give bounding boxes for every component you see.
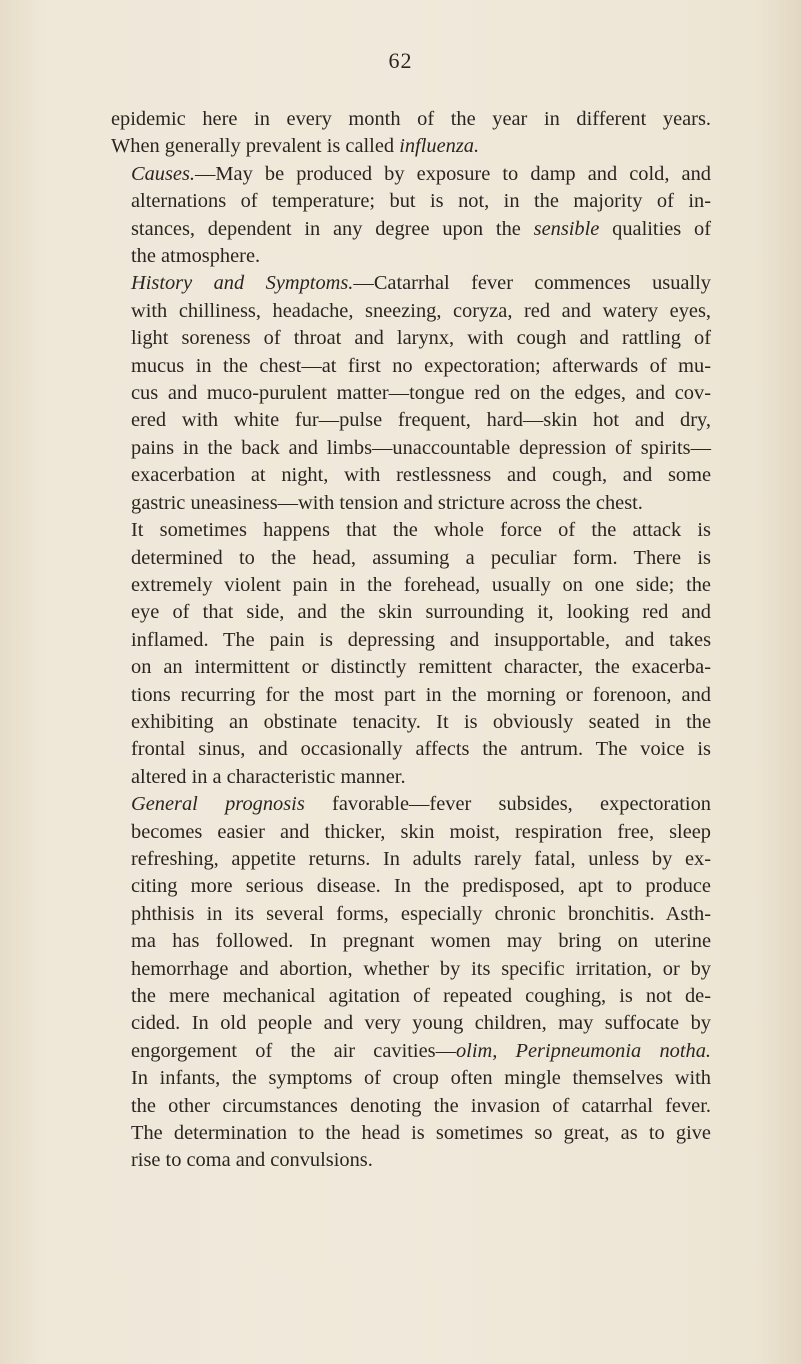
- text-line: light soreness of throat and larynx, with cough and rattling of: [131, 327, 711, 350]
- text-line: In infants, the symptoms of croup often mingle themselves with: [131, 1067, 711, 1090]
- paragraph-prognosis: [111, 791, 711, 1175]
- page-number: 62: [388, 48, 413, 73]
- text-line: The determination to the head is sometimes so great, as to give: [131, 1122, 711, 1145]
- text-line: hemorrhage and abortion, whether by its specific irritation, or by: [131, 957, 711, 980]
- text-line: the other circumstances denoting the invasion of catarrhal fever.: [131, 1094, 711, 1117]
- body-text: [111, 106, 711, 1175]
- italic-term: sensible: [533, 217, 600, 240]
- text-line: When generally prevalent is called influenza.: [111, 135, 480, 158]
- text-line: cided. In old people and very young children, may suffocate by: [131, 1012, 711, 1035]
- text-line: on an intermittent or distinctly remittent character, the exacerba-: [131, 656, 711, 679]
- text-line: epidemic here in every month of the year in different years.: [111, 108, 711, 130]
- section-heading-causes: Causes.: [131, 162, 196, 185]
- paragraph-head-form: [111, 517, 711, 791]
- italic-term: olim, Peripneumonia notha.: [455, 1039, 711, 1062]
- text-line: frontal sinus, and occasionally affects the antrum. The voice is: [131, 738, 711, 761]
- paragraph-causes: [111, 161, 711, 271]
- text-line: alternations of temperature; but is not, in the majority of in-: [131, 190, 711, 213]
- section-heading-history: History and Symptoms.: [131, 272, 354, 295]
- text-line: ma has followed. In pregnant women may bring on uterine: [131, 930, 711, 953]
- text-line: citing more serious disease. In the predisposed, apt to produce: [131, 875, 711, 898]
- text-line: rise to coma and convulsions.: [131, 1149, 373, 1172]
- paragraph-history-symptoms: [111, 270, 711, 517]
- text-line: refreshing, appetite returns. In adults rarely fatal, unless by ex-: [131, 847, 711, 870]
- text-line: History and Symptoms.—Catarrhal fever commences usually: [131, 272, 711, 295]
- text-line: exacerbation at night, with restlessness and cough, and some: [131, 464, 711, 487]
- italic-term: influenza.: [399, 135, 480, 158]
- text-line: determined to the head, assuming a peculiar form. There is: [131, 546, 711, 569]
- text-line: the mere mechanical agitation of repeated coughing, is not de-: [131, 985, 711, 1007]
- text-line: tions recurring for the most part in the morning or forenoon, and: [131, 683, 711, 706]
- text-line: becomes easier and thicker, skin moist, respiration free, sleep: [131, 820, 711, 843]
- text-line: extremely violent pain in the forehead, usually on one side; the: [131, 573, 711, 596]
- paragraph-epidemic: [111, 106, 711, 161]
- text-line: engorgement of the air cavities—olim, Peripneumonia notha.: [131, 1039, 711, 1062]
- text-line: mucus in the chest—at first no expectoration; afterwards of mu-: [131, 354, 711, 377]
- text-line: altered in a characteristic manner.: [131, 765, 406, 788]
- section-heading-prognosis: General prognosis: [131, 793, 305, 816]
- text-line: ered with white fur—pulse frequent, hard—skin hot and dry,: [131, 409, 711, 432]
- text-line: eye of that side, and the skin surrounding it, looking red and: [131, 601, 711, 624]
- text-line: Causes.—May be produced by exposure to damp and cold, and: [131, 162, 711, 185]
- text-line: gastric uneasiness—with tension and stricture across the chest.: [131, 491, 643, 514]
- text-line: stances, dependent in any degree upon the sensible qualities of: [131, 217, 712, 240]
- text-line: pains in the back and limbs—unaccountable depression of spirits—: [131, 436, 711, 459]
- text-line: General prognosis favorable—fever subsides, expectoration: [131, 793, 711, 816]
- text-line: with chilliness, headache, sneezing, coryza, red and watery eyes,: [131, 299, 711, 322]
- text-line: cus and muco-purulent matter—tongue red on the edges, and cov-: [131, 382, 711, 405]
- text-line: inflamed. The pain is depressing and insupportable, and takes: [131, 628, 711, 651]
- text-line: the atmosphere.: [131, 245, 261, 268]
- text-line: It sometimes happens that the whole force of the attack is: [131, 519, 711, 542]
- text-line: exhibiting an obstinate tenacity. It is obviously seated in the: [131, 710, 711, 733]
- text-line: phthisis in its several forms, especially chronic bronchitis. Asth-: [131, 902, 711, 925]
